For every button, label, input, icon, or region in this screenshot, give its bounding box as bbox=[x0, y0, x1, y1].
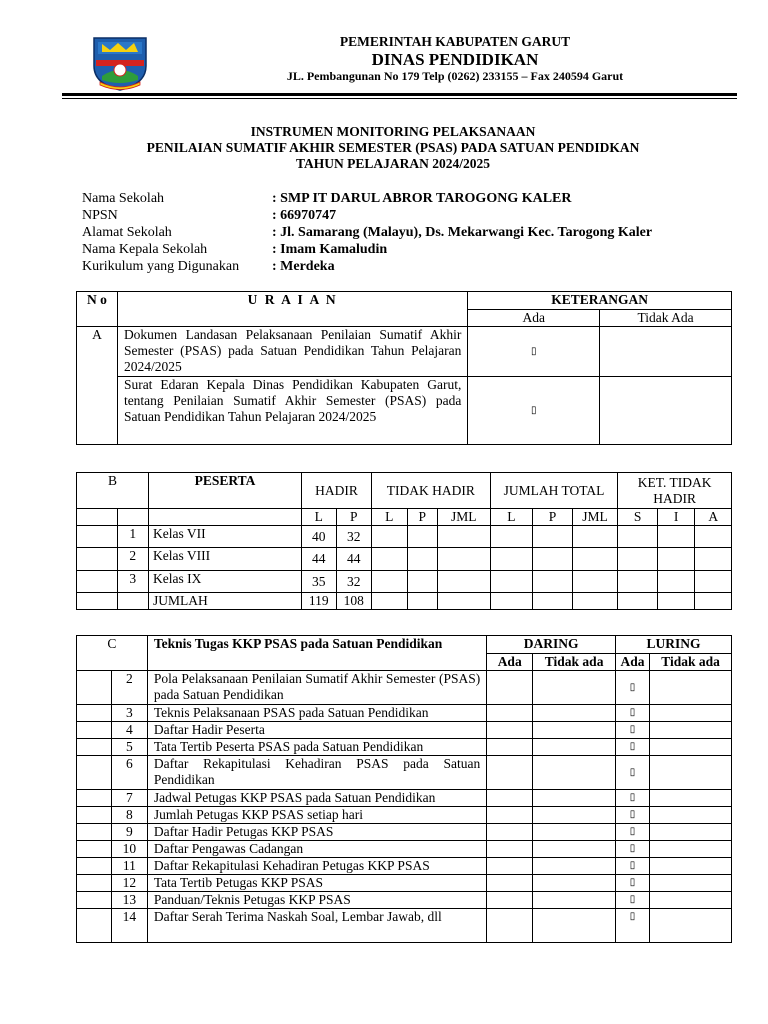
table-row bbox=[77, 739, 732, 756]
empty-cell bbox=[487, 892, 533, 909]
checkbox-icon: ▯ bbox=[616, 892, 650, 909]
empty-cell bbox=[695, 548, 732, 571]
empty-cell bbox=[533, 790, 616, 807]
header-ket-tidak-hadir: KET. TIDAK HADIR bbox=[618, 473, 732, 509]
checkbox-icon: ▯ bbox=[616, 722, 650, 739]
empty-cell bbox=[533, 593, 573, 610]
empty-cell bbox=[77, 892, 112, 909]
value-l: 35 bbox=[302, 571, 336, 593]
table-row bbox=[77, 377, 732, 445]
info-label: Nama Sekolah bbox=[82, 191, 165, 206]
empty-cell bbox=[77, 722, 112, 739]
row-no: 5 bbox=[111, 739, 147, 756]
empty-cell bbox=[77, 548, 118, 571]
table-row bbox=[77, 593, 732, 610]
empty-cell bbox=[372, 548, 407, 571]
empty-cell bbox=[77, 705, 112, 722]
empty-cell bbox=[490, 548, 533, 571]
empty-cell bbox=[407, 526, 437, 548]
value-l: 40 bbox=[302, 526, 336, 548]
empty-cell bbox=[487, 824, 533, 841]
row-text: Daftar Serah Terima Naskah Soal, Lembar Jawab, dll bbox=[147, 909, 486, 943]
checkbox-icon: ▯ bbox=[616, 756, 650, 790]
table-row bbox=[77, 571, 732, 593]
table-row bbox=[77, 327, 732, 377]
table-row bbox=[77, 526, 732, 548]
row-text: Daftar Pengawas Cadangan bbox=[147, 841, 486, 858]
row-text: Panduan/Teknis Petugas KKP PSAS bbox=[147, 892, 486, 909]
checkbox-icon: ▯ bbox=[616, 824, 650, 841]
empty-cell bbox=[487, 858, 533, 875]
header-tidak-ada: Tidak ada bbox=[650, 654, 732, 671]
row-no: 4 bbox=[111, 722, 147, 739]
empty-cell bbox=[487, 875, 533, 892]
doc-title-line3: TAHUN PELAJARAN 2024/2025 bbox=[295, 156, 490, 171]
empty-cell bbox=[77, 593, 118, 610]
info-value: : 66970747 bbox=[272, 208, 337, 223]
row-no: 6 bbox=[111, 756, 147, 790]
row-no: 3 bbox=[111, 705, 147, 722]
empty-cell bbox=[77, 841, 112, 858]
empty-cell bbox=[487, 841, 533, 858]
table-a bbox=[76, 291, 732, 445]
empty-cell bbox=[650, 824, 732, 841]
header-ada: Ada bbox=[468, 310, 600, 327]
empty-cell bbox=[650, 858, 732, 875]
info-row bbox=[82, 241, 722, 258]
empty-cell bbox=[372, 571, 407, 593]
letterhead-line1: PEMERINTAH KABUPATEN GARUT bbox=[339, 34, 571, 49]
empty-cell bbox=[618, 593, 658, 610]
row-name: JUMLAH bbox=[148, 593, 301, 610]
header-no: N o bbox=[77, 292, 118, 327]
empty-cell bbox=[77, 571, 118, 593]
row-name: Kelas VII bbox=[148, 526, 301, 548]
row-no: 7 bbox=[111, 790, 147, 807]
value-l: 119 bbox=[302, 593, 336, 610]
empty-cell bbox=[533, 705, 616, 722]
info-value: : Jl. Samarang (Malayu), Ds. Mekarwangi Kec. Tarogong Kaler bbox=[272, 225, 653, 240]
empty-cell bbox=[533, 807, 616, 824]
row-no: 2 bbox=[111, 671, 147, 705]
empty-cell bbox=[437, 571, 490, 593]
doc-title-line1: INSTRUMEN MONITORING PELAKSANAAN bbox=[250, 124, 536, 139]
empty-cell bbox=[533, 671, 616, 705]
row-no: 13 bbox=[111, 892, 147, 909]
sub-l: L bbox=[302, 509, 336, 526]
info-row bbox=[82, 190, 722, 207]
empty-cell bbox=[650, 705, 732, 722]
empty-cell bbox=[533, 824, 616, 841]
table-row bbox=[77, 858, 732, 875]
row-no: 10 bbox=[111, 841, 147, 858]
row-text: Teknis Pelaksanaan PSAS pada Satuan Pendidikan bbox=[147, 705, 486, 722]
letterhead-line3: JL. Pembangunan No 179 Telp (0262) 233155 – Fax 240594 Garut bbox=[286, 69, 624, 83]
empty-cell bbox=[533, 739, 616, 756]
sub-jml: JML bbox=[437, 509, 490, 526]
empty-cell bbox=[533, 909, 616, 943]
header-tidak-hadir: TIDAK HADIR bbox=[372, 473, 491, 509]
empty-cell bbox=[650, 739, 732, 756]
info-row bbox=[82, 224, 722, 241]
info-value: : SMP IT DARUL ABROR TAROGONG KALER bbox=[272, 191, 572, 206]
empty-cell bbox=[372, 593, 407, 610]
header-uraian: U R A I A N bbox=[117, 292, 467, 327]
table-row bbox=[77, 671, 732, 705]
sub-l: L bbox=[490, 509, 533, 526]
empty-cell bbox=[487, 705, 533, 722]
info-label: Kurikulum yang Digunakan bbox=[82, 259, 240, 274]
table-row bbox=[77, 892, 732, 909]
info-label: Nama Kepala Sekolah bbox=[82, 242, 208, 257]
value-l: 44 bbox=[302, 548, 336, 571]
empty-cell bbox=[650, 790, 732, 807]
checkbox-icon: ▯ bbox=[616, 807, 650, 824]
empty-cell bbox=[437, 526, 490, 548]
row-no: 3 bbox=[117, 571, 148, 593]
row-no: 2 bbox=[117, 548, 148, 571]
table-row bbox=[77, 807, 732, 824]
sub-i: I bbox=[657, 509, 695, 526]
row-no: 11 bbox=[111, 858, 147, 875]
info-row bbox=[82, 207, 722, 224]
header-ada: Ada bbox=[487, 654, 533, 671]
info-row bbox=[82, 258, 722, 275]
info-label: NPSN bbox=[82, 208, 118, 223]
empty-cell bbox=[148, 509, 301, 526]
header-luring: LURING bbox=[616, 636, 732, 654]
empty-cell bbox=[487, 807, 533, 824]
empty-cell bbox=[650, 841, 732, 858]
empty-cell bbox=[650, 756, 732, 790]
empty-cell bbox=[437, 593, 490, 610]
table-row bbox=[77, 548, 732, 571]
checkbox-icon: ▯ bbox=[616, 705, 650, 722]
empty-cell bbox=[77, 790, 112, 807]
empty-cell bbox=[650, 875, 732, 892]
row-text: Surat Edaran Kepala Dinas Pendidikan Kabupaten Garut, tentang Penilaian Sumatif Akhir Semester (PSAS) pada Satuan Pendidikan Tahun Pelajaran 2024/2025 bbox=[117, 377, 467, 445]
empty-cell bbox=[533, 722, 616, 739]
row-text: Daftar Rekapitulasi Kehadiran PSAS pada Satuan Pendidikan bbox=[147, 756, 486, 790]
empty-cell bbox=[437, 548, 490, 571]
value-p: 108 bbox=[336, 593, 371, 610]
value-p: 32 bbox=[336, 526, 371, 548]
row-no: 12 bbox=[111, 875, 147, 892]
checkbox-icon: ▯ bbox=[616, 875, 650, 892]
header-keterangan: KETERANGAN bbox=[468, 292, 732, 310]
empty-cell bbox=[695, 593, 732, 610]
sub-jml: JML bbox=[572, 509, 618, 526]
empty-cell bbox=[650, 722, 732, 739]
checkbox-icon: ▯ bbox=[468, 327, 600, 377]
table-row bbox=[77, 705, 732, 722]
row-name: Kelas IX bbox=[148, 571, 301, 593]
empty-cell bbox=[487, 722, 533, 739]
table-row bbox=[77, 824, 732, 841]
table-row bbox=[77, 722, 732, 739]
empty-cell bbox=[77, 756, 112, 790]
row-text: Daftar Hadir Peserta bbox=[147, 722, 486, 739]
row-text: Jumlah Petugas KKP PSAS setiap hari bbox=[147, 807, 486, 824]
section-label: A bbox=[77, 327, 118, 445]
empty-cell bbox=[487, 790, 533, 807]
table-row bbox=[77, 756, 732, 790]
empty-cell bbox=[533, 892, 616, 909]
row-text: Daftar Rekapitulasi Kehadiran Petugas KKP PSAS bbox=[147, 858, 486, 875]
table-b bbox=[76, 472, 732, 610]
empty-cell bbox=[533, 526, 573, 548]
garut-logo bbox=[88, 30, 152, 94]
empty-cell bbox=[77, 509, 118, 526]
empty-cell bbox=[695, 571, 732, 593]
school-info bbox=[82, 190, 722, 280]
empty-cell bbox=[572, 593, 618, 610]
empty-cell bbox=[600, 327, 732, 377]
sub-p: P bbox=[533, 509, 573, 526]
empty-cell bbox=[77, 858, 112, 875]
empty-cell bbox=[117, 509, 148, 526]
sub-l: L bbox=[372, 509, 407, 526]
checkbox-icon: ▯ bbox=[468, 377, 600, 445]
empty-cell bbox=[407, 548, 437, 571]
header-hadir: HADIR bbox=[302, 473, 372, 509]
empty-cell bbox=[77, 875, 112, 892]
empty-cell bbox=[490, 593, 533, 610]
empty-cell bbox=[77, 807, 112, 824]
empty-cell bbox=[77, 739, 112, 756]
row-text: Jadwal Petugas KKP PSAS pada Satuan Pendidikan bbox=[147, 790, 486, 807]
table-row bbox=[77, 909, 732, 943]
row-no: 9 bbox=[111, 824, 147, 841]
empty-cell bbox=[487, 671, 533, 705]
empty-cell bbox=[618, 571, 658, 593]
empty-cell bbox=[77, 671, 112, 705]
info-value: : Merdeka bbox=[272, 259, 335, 274]
section-label: C bbox=[77, 636, 148, 671]
checkbox-icon: ▯ bbox=[616, 671, 650, 705]
empty-cell bbox=[533, 858, 616, 875]
header-jumlah-total: JUMLAH TOTAL bbox=[490, 473, 618, 509]
sub-p: P bbox=[336, 509, 371, 526]
row-text: Daftar Hadir Petugas KKP PSAS bbox=[147, 824, 486, 841]
empty-cell bbox=[572, 548, 618, 571]
sub-s: S bbox=[618, 509, 658, 526]
empty-cell bbox=[695, 526, 732, 548]
empty-cell bbox=[650, 909, 732, 943]
checkbox-icon: ▯ bbox=[616, 739, 650, 756]
empty-cell bbox=[657, 571, 695, 593]
value-p: 44 bbox=[336, 548, 371, 571]
header-teknis: Teknis Tugas KKP PSAS pada Satuan Pendidikan bbox=[147, 636, 486, 671]
row-text: Tata Tertib Petugas KKP PSAS bbox=[147, 875, 486, 892]
empty-cell bbox=[407, 593, 437, 610]
section-label: B bbox=[77, 473, 149, 509]
empty-cell bbox=[77, 526, 118, 548]
empty-cell bbox=[657, 526, 695, 548]
sub-a: A bbox=[695, 509, 732, 526]
empty-cell bbox=[618, 548, 658, 571]
empty-cell bbox=[650, 671, 732, 705]
info-value: : Imam Kamaludin bbox=[272, 242, 388, 257]
sub-p: P bbox=[407, 509, 437, 526]
empty-cell bbox=[657, 593, 695, 610]
letterhead-line2: DINAS PENDIDIKAN bbox=[371, 50, 539, 69]
empty-cell bbox=[372, 526, 407, 548]
empty-cell bbox=[490, 526, 533, 548]
row-text: Dokumen Landasan Pelaksanaan Penilaian Sumatif Akhir Semester (PSAS) pada Satuan Pendidikan Tahun Pelajaran 2024/2025 bbox=[117, 327, 467, 377]
empty-cell bbox=[533, 571, 573, 593]
empty-cell bbox=[600, 377, 732, 445]
empty-cell bbox=[533, 756, 616, 790]
header-ada: Ada bbox=[616, 654, 650, 671]
empty-cell bbox=[533, 875, 616, 892]
empty-cell bbox=[657, 548, 695, 571]
row-name: Kelas VIII bbox=[148, 548, 301, 571]
letterhead-rule-thin bbox=[62, 98, 737, 99]
empty-cell bbox=[572, 526, 618, 548]
empty-cell bbox=[487, 909, 533, 943]
table-row bbox=[77, 875, 732, 892]
empty-cell bbox=[650, 807, 732, 824]
row-no: 1 bbox=[117, 526, 148, 548]
header-tidak-ada: Tidak ada bbox=[533, 654, 616, 671]
table-row bbox=[77, 790, 732, 807]
checkbox-icon: ▯ bbox=[616, 841, 650, 858]
empty-cell bbox=[487, 739, 533, 756]
letterhead-rule-thick bbox=[62, 93, 737, 96]
checkbox-icon: ▯ bbox=[616, 909, 650, 943]
empty-cell bbox=[572, 571, 618, 593]
row-no: 8 bbox=[111, 807, 147, 824]
empty-cell bbox=[533, 548, 573, 571]
table-row bbox=[77, 841, 732, 858]
row-text: Pola Pelaksanaan Penilaian Sumatif Akhir Semester (PSAS) pada Satuan Pendidikan bbox=[147, 671, 486, 705]
value-p: 32 bbox=[336, 571, 371, 593]
row-no: 14 bbox=[111, 909, 147, 943]
doc-title-line2: PENILAIAN SUMATIF AKHIR SEMESTER (PSAS) PADA SATUAN PENDIDKAN bbox=[146, 140, 640, 155]
row-text: Tata Tertib Peserta PSAS pada Satuan Pendidikan bbox=[147, 739, 486, 756]
empty-cell bbox=[490, 571, 533, 593]
header-peserta: PESERTA bbox=[148, 473, 301, 509]
empty-cell bbox=[407, 571, 437, 593]
empty-cell bbox=[533, 841, 616, 858]
empty-cell bbox=[77, 824, 112, 841]
header-tidak-ada: Tidak Ada bbox=[600, 310, 732, 327]
table-c bbox=[76, 635, 732, 943]
empty-cell bbox=[77, 909, 112, 943]
empty-cell bbox=[487, 756, 533, 790]
empty-cell bbox=[618, 526, 658, 548]
checkbox-icon: ▯ bbox=[616, 858, 650, 875]
empty-cell bbox=[650, 892, 732, 909]
empty-cell bbox=[117, 593, 148, 610]
checkbox-icon: ▯ bbox=[616, 790, 650, 807]
info-label: Alamat Sekolah bbox=[82, 225, 172, 240]
header-daring: DARING bbox=[487, 636, 616, 654]
